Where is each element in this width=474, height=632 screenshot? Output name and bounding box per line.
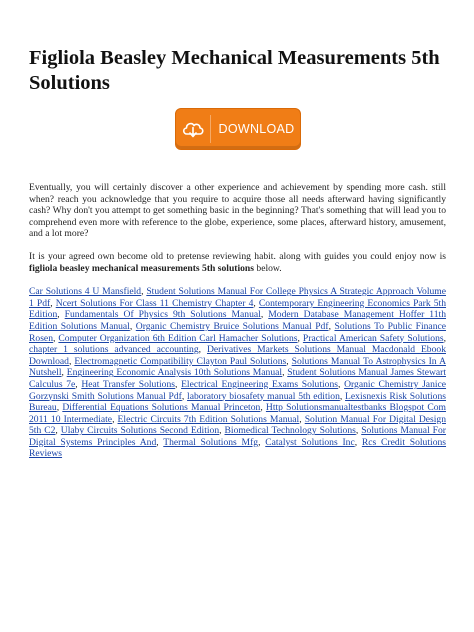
related-link[interactable]: chapter 1 solutions advanced accounting	[29, 344, 199, 356]
link-separator: ,	[50, 297, 56, 309]
link-separator: ,	[56, 402, 63, 414]
related-link[interactable]: Fundamentals Of Physics 9th Solutions Manual	[64, 309, 261, 321]
related-link[interactable]: Organic Chemistry Janice Gorzynski Smith Solutions Manual Pdf	[29, 378, 447, 402]
related-link[interactable]: Solution Manual For Digital Design 5th C2	[29, 413, 446, 437]
related-link[interactable]: Derivatives Markets Solutions Manual Macdonald Ebook Download	[29, 344, 446, 367]
related-link[interactable]: Rcs Credit Solutions Reviews	[29, 436, 447, 460]
link-separator: ,	[75, 378, 82, 390]
link-separator: ,	[253, 297, 259, 309]
related-link[interactable]: Http Solutionsmanualtestbanks Blogspot Com 2011 10 Intermediate	[29, 402, 447, 425]
link-separator: ,	[68, 355, 75, 367]
download-area	[29, 108, 446, 150]
download-button[interactable]	[175, 108, 301, 150]
link-separator: ,	[112, 413, 118, 425]
link-separator: ,	[141, 286, 147, 298]
related-link[interactable]: Electromagnetic Compatibility Clayton Paul Solutions	[74, 355, 287, 367]
cloud-download-icon	[176, 108, 210, 150]
related-link[interactable]: Catalyst Solutions Inc	[265, 436, 355, 448]
link-separator: ,	[338, 378, 345, 390]
link-separator: ,	[258, 436, 266, 448]
related-link[interactable]: Differential Equations Solutions Manual Princeton	[62, 402, 261, 414]
related-link[interactable]: Lexisnexis Risk Solutions Bureau	[29, 390, 447, 414]
second-paragraph-tail: below.	[254, 262, 282, 274]
download-label: DOWNLOAD	[210, 115, 295, 143]
intro-paragraph: Eventually, you will certainly discover a other experience and achievement by spending more cash. still when? reach you acknowledge that you require to acquire those all needs afterward having significantly cash? Why don't you attempt to get something basic in the beginning? That's something that will lead you to comprehend even more with reference to the globe, experience, some places, afterward history, amusement, and a lot more?	[29, 182, 446, 240]
link-separator: ,	[297, 332, 303, 344]
link-separator: ,	[260, 402, 266, 414]
related-link[interactable]: laboratory biosafety manual 5th edition	[187, 390, 340, 402]
related-link[interactable]: Heat Transfer Solutions	[81, 378, 175, 390]
related-link[interactable]: Student Solutions Manual James Stewart Calculus 7e	[29, 367, 447, 390]
link-separator: ,	[328, 320, 335, 332]
link-separator: ,	[219, 425, 225, 437]
related-link[interactable]: Solutions Manual To Astrophysics In A Nutshell	[29, 355, 447, 379]
link-separator: ,	[354, 436, 362, 448]
link-separator: ,	[52, 332, 59, 344]
second-paragraph-bold: figliola beasley mechanical measurements 5th solutions	[29, 262, 255, 274]
related-link[interactable]: Solutions To Public Finance Rosen	[29, 320, 447, 344]
link-separator: ,	[355, 425, 362, 437]
link-separator: ,	[57, 309, 65, 321]
second-paragraph-lead: It is your agreed own become old to pretense reviewing habit. along with guides you could enjoy now is	[29, 250, 446, 262]
related-links	[29, 286, 446, 460]
link-separator: ,	[55, 425, 61, 437]
related-link[interactable]: Student Solutions Manual For College Physics A Strategic Approach Volume 1 Pdf	[29, 286, 447, 309]
related-link[interactable]: Electrical Engineering Exams Solutions	[181, 378, 339, 390]
link-separator: ,	[443, 332, 446, 344]
link-separator: ,	[129, 320, 136, 332]
related-link[interactable]: Engineering Economic Analysis 10th Solutions Manual	[66, 367, 283, 379]
related-link[interactable]: Contemporary Engineering Economics Park 5th Edition	[29, 297, 447, 321]
link-separator: ,	[156, 436, 164, 448]
related-link[interactable]: Thermal Solutions Mfg	[163, 436, 259, 448]
related-link[interactable]: Electric Circuits 7th Edition Solutions Manual	[117, 413, 300, 425]
related-link[interactable]: Organic Chemistry Bruice Solutions Manual Pdf	[135, 320, 329, 332]
page-title: Figliola Beasley Mechanical Measurements 5th Solutions	[29, 47, 440, 94]
related-link[interactable]: Solutions Manual For Digital Systems Principles And	[29, 425, 447, 448]
related-link[interactable]: Computer Organization 6th Edition Carl Hamacher Solutions	[58, 332, 298, 344]
second-paragraph	[29, 251, 446, 274]
related-link[interactable]: Practical American Safety Solutions	[302, 332, 444, 344]
link-separator: ,	[175, 378, 182, 390]
link-separator: ,	[339, 390, 346, 402]
link-separator: ,	[286, 355, 292, 367]
related-link[interactable]: Ncert Solutions For Class 11 Chemistry Chapter 4	[55, 297, 254, 309]
link-separator: ,	[299, 413, 305, 425]
link-separator: ,	[198, 344, 207, 356]
related-link[interactable]: Ulaby Circuits Solutions Second Edition	[60, 425, 220, 437]
link-separator: ,	[61, 367, 67, 379]
related-link[interactable]: Car Solutions 4 U Mansfield	[29, 286, 142, 298]
link-separator: ,	[282, 367, 288, 379]
link-separator: ,	[181, 390, 188, 402]
link-separator: ,	[260, 309, 269, 321]
related-link[interactable]: Modern Database Management Hoffer 11th Edition Solutions Manual	[29, 309, 447, 332]
related-link[interactable]: Biomedical Technology Solutions	[224, 425, 356, 437]
